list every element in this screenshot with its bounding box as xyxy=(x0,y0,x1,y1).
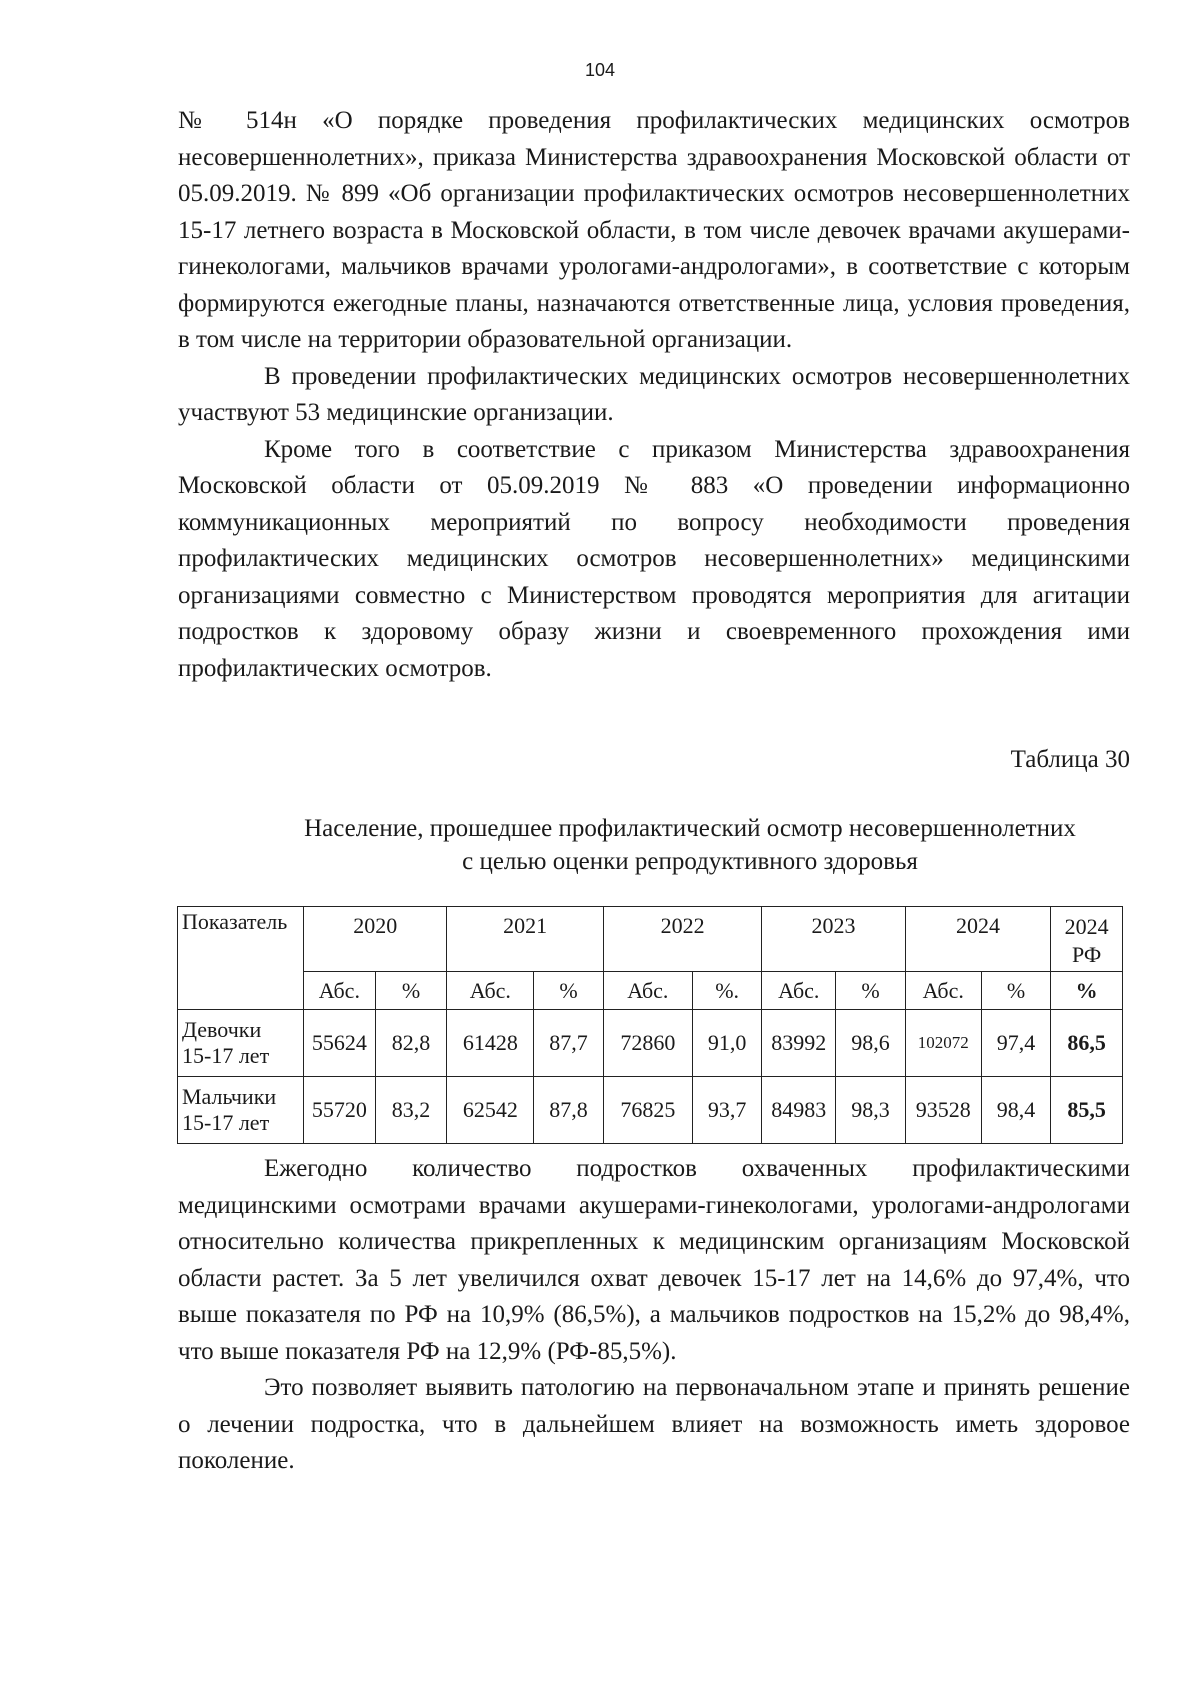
cell-pct: 83,2 xyxy=(375,1077,447,1144)
table-title xyxy=(250,812,1130,878)
cell-abs: 55624 xyxy=(304,1010,376,1077)
header-year: 2020 xyxy=(304,907,447,972)
cell-pct: 93,7 xyxy=(692,1077,762,1144)
paragraph: В проведении профилактических медицинских осмотров несовершеннолетних участвуют 53 медицинские организации. xyxy=(178,362,1130,426)
cell-abs: 83992 xyxy=(762,1010,836,1077)
subheader-pct: %. xyxy=(692,972,762,1010)
row-label xyxy=(178,1010,304,1077)
cell-rf-pct: 86,5 xyxy=(1051,1010,1123,1077)
cell-abs: 72860 xyxy=(603,1010,692,1077)
subheader-pct: % xyxy=(375,972,447,1010)
cell-pct: 91,0 xyxy=(692,1010,762,1077)
page-number: 104 xyxy=(584,60,616,80)
table-row xyxy=(178,1010,1123,1077)
row-label xyxy=(178,1077,304,1144)
header-year: 2023 xyxy=(762,907,905,972)
cell-abs: 61428 xyxy=(447,1010,534,1077)
table-row xyxy=(178,1077,1123,1144)
header-year: 2024 xyxy=(905,907,1051,972)
cell-abs: 76825 xyxy=(603,1077,692,1144)
cell-pct: 97,4 xyxy=(981,1010,1051,1077)
row-label-line: 15-17 лет xyxy=(182,1110,270,1135)
cell-abs: 102072 xyxy=(905,1010,981,1077)
paragraph: № 514н «О порядке проведения профилактических медицинских осмотров несовершеннолетних», приказа Министерства здравоохранения Московской области от 05.09.2019. № 899 «Об организации профилактических осмотров несовершеннолетних 15-17 летнего возраста в Московской области, в том числе девочек врачами акушерами-гинекологами, мальчиков врачами урологами-андрологами», в соответствие с которым формируются ежегодные планы, назначаются ответственные лица, условия проведения, в том числе на территории образовательной организации. xyxy=(178,107,1130,353)
cell-pct: 98,6 xyxy=(836,1010,906,1077)
cell-pct: 98,3 xyxy=(836,1077,906,1144)
table-label: Таблица 30 xyxy=(1010,746,1130,773)
header-indicator: Показатель xyxy=(178,907,304,1010)
text-block-bottom xyxy=(178,1151,1130,1480)
row-label-line: Девочки xyxy=(182,1017,262,1042)
text-block-top xyxy=(178,103,1130,687)
paragraph: Это позволяет выявить патологию на первоначальном этапе и принять решение о лечении подростка, что в дальнейшем влияет на возможность иметь здоровое поколение. xyxy=(178,1374,1130,1474)
cell-abs: 62542 xyxy=(447,1077,534,1144)
subheader-abs: Абс. xyxy=(603,972,692,1010)
table-title-line: Население, прошедшее профилактический осмотр несовершеннолетних xyxy=(304,815,1076,842)
row-label-line: Мальчики xyxy=(182,1084,277,1109)
header-rf-label: РФ xyxy=(1072,942,1102,967)
cell-rf-pct: 85,5 xyxy=(1051,1077,1123,1144)
paragraph: Ежегодно количество подростков охваченных профилактическими медицинскими осмотрами врачами акушерами-гинекологами, урологами-андрологами относительно количества прикрепленных к медицинским организациям Московской области растет. За 5 лет увеличился охват девочек 15-17 лет на 14,6% до 97,4%, что выше показателя по РФ на 10,9% (86,5%), а мальчиков подростков на 15,2% до 98,4%, что выше показателя РФ на 12,9% (РФ-85,5%). xyxy=(178,1155,1130,1365)
header-year: 2021 xyxy=(447,907,603,972)
header-rf xyxy=(1051,907,1123,972)
cell-abs: 84983 xyxy=(762,1077,836,1144)
subheader-pct: % xyxy=(981,972,1051,1010)
data-table xyxy=(177,906,1123,1144)
subheader-abs: Абс. xyxy=(304,972,376,1010)
cell-pct: 87,8 xyxy=(534,1077,604,1144)
subheader-pct: % xyxy=(534,972,604,1010)
header-rf-year: 2024 xyxy=(1064,914,1109,939)
cell-pct: 87,7 xyxy=(534,1010,604,1077)
subheader-pct: % xyxy=(836,972,906,1010)
cell-pct: 82,8 xyxy=(375,1010,447,1077)
paragraph: Кроме того в соответствие с приказом Министерства здравоохранения Московской области от 05.09.2019 № 883 «О проведении информационно коммуникационных мероприятий по вопросу необходимости проведения профилактических медицинских осмотров несовершеннолетних» медицинскими организациями совместно с Министерством проводятся мероприятия для агитации подростков к здоровому образу жизни и своевременного прохождения ими профилактических осмотров. xyxy=(178,435,1130,682)
cell-abs: 55720 xyxy=(304,1077,376,1144)
subheader-rf-pct: % xyxy=(1051,972,1123,1010)
cell-abs: 93528 xyxy=(905,1077,981,1144)
table-title-line: с целью оценки репродуктивного здоровья xyxy=(462,848,918,875)
cell-pct: 98,4 xyxy=(981,1077,1051,1144)
subheader-abs: Абс. xyxy=(905,972,981,1010)
row-label-line: 15-17 лет xyxy=(182,1043,270,1068)
subheader-abs: Абс. xyxy=(762,972,836,1010)
subheader-abs: Абс. xyxy=(447,972,534,1010)
header-year: 2022 xyxy=(603,907,762,972)
